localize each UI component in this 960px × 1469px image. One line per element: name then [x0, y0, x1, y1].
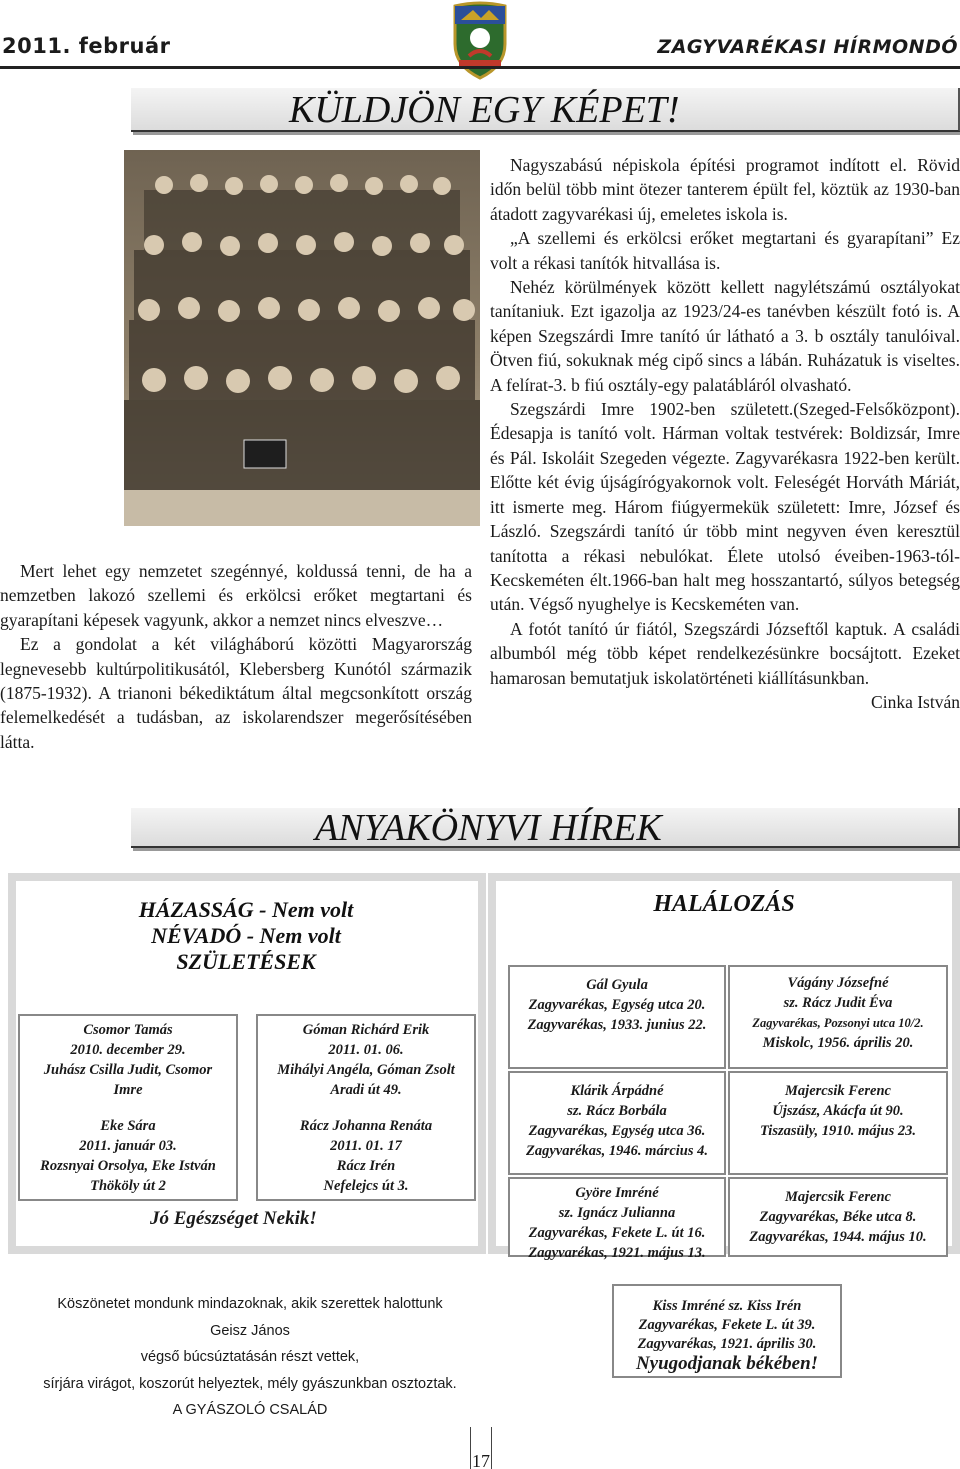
header-date: 2011. február [2, 34, 171, 58]
article-paragraph: Nehéz körülmények között kellett nagylétszámú osztályokat tanítaniuk. Ezt igazolja az 1923/24-es tanévben készült fotó is. A képen Szegszárdi Imre tanító úr látható a 3. b osztály tanulóival. Ötven fiú, sokuknak még cipő sincs a lábán. Ruházatuk is viseltes. A felírat-3. b fiú osztály-egy palatábláról olvasható. [490, 277, 960, 395]
article-left-column [0, 559, 472, 754]
deaths-box [488, 873, 960, 1261]
article-paragraph: Nagyszabású népiskola építési programot indított el. Rövid időn belül több mint ötezer tanterem épült fel, köztük az 1930-ban átadott zagyvarékasi új, emeletes iskola is. [490, 155, 960, 224]
death-entry: Majercsik Ferenc Újszász, Akácfa út 90. Tiszasüly, 1910. május 23. [728, 1071, 948, 1175]
births-box [8, 873, 486, 1254]
rest-in-peace: Nyugodjanak békében! [635, 1353, 819, 1374]
deaths-title: HALÁLOZÁS [653, 891, 795, 917]
class-photo [124, 150, 480, 526]
death-entry: Majercsik Ferenc Zagyvarékas, Béke utca 8. Zagyvarékas, 1944. május 10. [728, 1177, 948, 1257]
article-paragraph: Mert lehet egy nemzetet szegénnyé, koldussá tenni, de ha a nemzetben lakozó szellemi és erkölcsi erőket megtartani és gyarapítani képesek vagyunk, akkor a nemzet nincs elveszve… [0, 561, 472, 630]
registry-title: ANYAKÖNYVI HÍREK [315, 807, 662, 849]
births-left-panel: Csomor Tamás 2010. december 29. Juhász Csilla Judit, Csomor Imre Eke Sára 2011. január 03. Rozsnyai Orsolya, Eke István Thököly út 2 [18, 1014, 238, 1201]
article-right-column [490, 153, 960, 714]
header-publication: ZAGYVARÉKASI HÍRMONDÓ [657, 36, 958, 58]
death-entry: Gál Gyula Zagyvarékas, Egység utca 20. Zagyvarékas, 1933. junius 22. [508, 965, 726, 1069]
birth-name: Rácz Johanna Renáta [299, 1118, 433, 1134]
article-paragraph: „A szellemi és erkölcsi erőket megtartani és gyarapítani” Ez volt a rékasi tanítók hitvallása is. [490, 228, 960, 273]
births-right-panel: Góman Richárd Erik 2011. 01. 06. Mihályi Angéla, Góman Zsolt Aradi út 49. Rácz Johanna Renáta 2011. 01. 17 Rácz Irén Nefelejcs út 3. [256, 1014, 476, 1201]
greeting: Jó Egészséget Nekik! [150, 1208, 317, 1229]
article-paragraph: Szegszárdi Imre 1902-ben született.(Szeged-Felsőközpont). Édesapja is tanító volt. Hárman voltak testvérek: Boldizsár, Imre és Pál. Iskoláit Szegeden végezte. Zagyvarékasra 1922-ben került. Előtte két évig újságírógyakornok volt. Feleségét Horváth Máriát, itt ismerte meg. Három fiúgyermekük született: Imre, József és László. Szegszárdi tanító úr több mint negyven éven keresztül tanította a rékasi nebulókat. Élete utolsó éveiben-1963-tól-Kecskeméten élt.1966-ban halt meg hosszantartó, súlyos betegség után. Végső nyughelye is Kecskeméten van. [490, 399, 960, 615]
death-entry: Györe Imréné sz. Ignácz Julianna Zagyvarékas, Fekete L. út 16. Zagyvarékas, 1921. május 13. [508, 1177, 726, 1257]
article-title: KÜLDJÖN EGY KÉPET! [289, 89, 680, 131]
birth-name: Csomor Tamás [83, 1022, 173, 1038]
header-divider [0, 66, 960, 69]
death-entry-last: Kiss Imréné sz. Kiss Irén Zagyvarékas, Fekete L. út 39. Zagyvarékas, 1921. április 30. Nyugodjanak békében! [612, 1284, 842, 1378]
thanks-notice: Köszönetet mondunk mindazoknak, akik szerettek halottunk Geisz János végső búcsúztatásán részt vettek, sírjára virágot, koszorút helyeztek, mély gyászunkban osztoztak. A GYÁSZOLÓ CSALÁD [43, 1296, 457, 1418]
page-number: 17 [470, 1427, 492, 1469]
article-author: Cinka István [871, 691, 960, 712]
births-box-title: HÁZASSÁG - Nem volt NÉVADÓ - Nem volt SZÜLETÉSEK [138, 897, 354, 974]
birth-name: Eke Sára [100, 1118, 156, 1134]
article-paragraph: A fotót tanító úr fiától, Szegszárdi Józseftől kaptuk. A családi albumból még több képet rendelkezésünkre bocsájtott. Ezeket hamarosan bemutatjuk iskolatörténeti kiállításunkban. [490, 618, 960, 688]
death-entry: Klárik Árpádné sz. Rácz Borbála Zagyvarékas, Egység utca 36. Zagyvarékas, 1946. március 4. [508, 1071, 726, 1175]
death-entry: Vágány Józsefné sz. Rácz Judit Éva Zagyvarékas, Pozsonyi utca 10/2. Miskolc, 1956. április 20. [728, 965, 948, 1069]
birth-name: Góman Richárd Erik [302, 1022, 430, 1038]
article-paragraph: Ez a gondolat a két világháború közötti Magyarország legnevesebb kultúrpolitikusától, Klebersberg Kunótól származik (1875-1932). A trianoni békediktátum által megcsonkított ország felemelkedését a tudásban, az iskolarendszer megerősítésében látta. [0, 634, 472, 752]
